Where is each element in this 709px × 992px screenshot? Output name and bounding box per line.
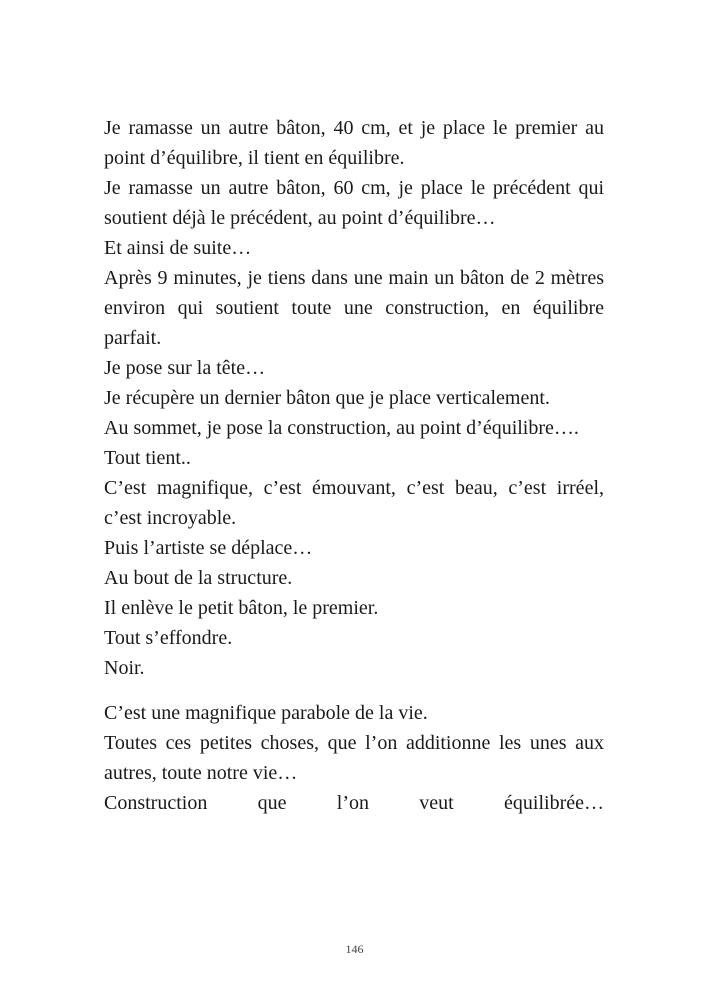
paragraph: Au bout de la structure. bbox=[104, 567, 293, 589]
page-number: 146 bbox=[345, 942, 364, 956]
paragraph: Je pose sur la tête… bbox=[104, 357, 266, 379]
page-body bbox=[104, 113, 604, 818]
paragraph: Tout s’effondre. bbox=[104, 627, 233, 649]
paragraph: Toutes ces petites choses, que l’on additionne les unes aux autres, toute notre vie… bbox=[104, 732, 604, 784]
paragraph: Je ramasse un autre bâton, 40 cm, et je place le premier au point d’équilibre, il tient en équilibre. bbox=[104, 117, 604, 169]
paragraph: Construction que l’on veut équilibrée… bbox=[104, 792, 604, 814]
paragraph: Noir. bbox=[104, 657, 145, 679]
paragraph: Il enlève le petit bâton, le premier. bbox=[104, 597, 379, 619]
paragraph: Je ramasse un autre bâton, 60 cm, je place le précédent qui soutient déjà le précédent, au point d’équilibre… bbox=[104, 177, 604, 229]
paragraph: Tout tient.. bbox=[104, 447, 191, 469]
paragraph: C’est magnifique, c’est émouvant, c’est beau, c’est irréel, c’est incroyable. bbox=[104, 477, 604, 529]
paragraph: Puis l’artiste se déplace… bbox=[104, 537, 313, 559]
paragraph: Au sommet, je pose la construction, au point d’équilibre…. bbox=[104, 417, 579, 439]
paragraph: Après 9 minutes, je tiens dans une main un bâton de 2 mètres environ qui soutient toute une construction, en équilibre parfait. bbox=[104, 267, 604, 349]
section-gap bbox=[104, 683, 604, 698]
paragraph: Et ainsi de suite… bbox=[104, 237, 252, 259]
paragraph: C’est une magnifique parabole de la vie. bbox=[104, 702, 428, 724]
paragraph: Je récupère un dernier bâton que je place verticalement. bbox=[104, 387, 550, 409]
